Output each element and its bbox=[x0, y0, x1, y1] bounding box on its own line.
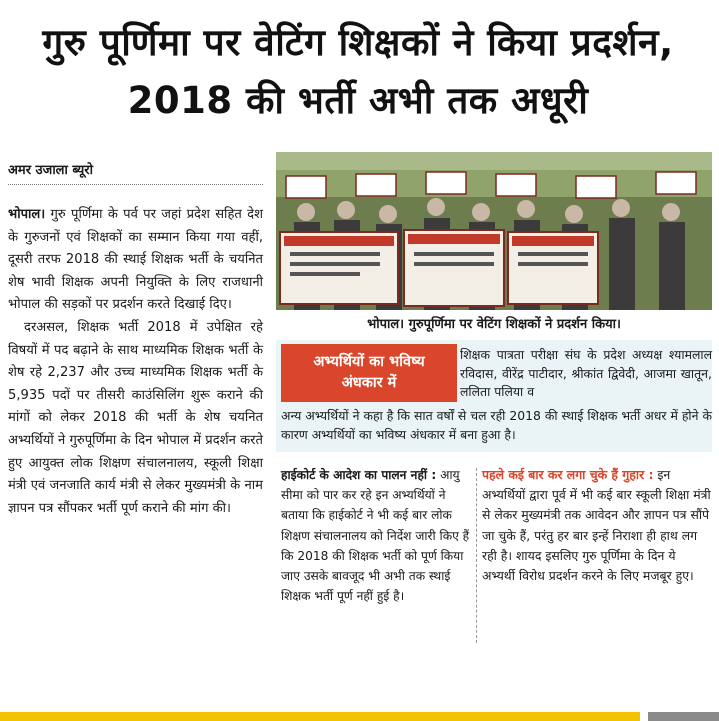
photo-caption: भोपाल। गुरुपूर्णिमा पर वेटिंग शिक्षकों ने प्रदर्शन किया। bbox=[367, 317, 621, 332]
kicker-appeals: पहले कई बार कर लगा चुके हैं गुहार : bbox=[482, 467, 654, 482]
subhead-line-2: अंधकार में bbox=[341, 375, 397, 391]
subhead-text-right: शिक्षक पात्रता परीक्षा संघ के प्रदेश अध्यक्ष श्यामलाल रविदास, वीरेंद्र पाटीदार, श्रीकांत द्विवेदी, आजमा खातून, ललिता पलिया व bbox=[460, 347, 712, 399]
byline: अमर उजाला ब्यूरो bbox=[8, 160, 263, 185]
protest-photo-illustration bbox=[276, 152, 712, 310]
subhead-line-1: अभ्यर्थियों का भविष्य bbox=[313, 354, 425, 370]
subhead-box bbox=[281, 344, 457, 402]
footer-bar-grey bbox=[648, 712, 719, 721]
footer-bar-yellow bbox=[0, 712, 640, 721]
column-3-body: इन अभ्यर्थियों द्वारा पूर्व में भी कई बार स्कूली शिक्षा मंत्री से लेकर मुख्यमंत्री तक आवेदन और ज्ञापन पत्र सौंपे जा चुके हैं, परंतु हर बार इन्हें निराशा ही हाथ लग रही है। शायद इसलिए गुरु पूर्णिमा के दिन ये अभ्यर्थी विरोध प्रदर्शन करने के लिए मजबूर हुए। bbox=[482, 467, 711, 584]
kicker-highcourt: हाईकोर्ट के आदेश का पालन नहीं : bbox=[281, 468, 437, 482]
article-column-2 bbox=[281, 465, 471, 606]
subhead-text-full: अन्य अभ्यर्थियों ने कहा है कि सात वर्षों से चल रही 2018 की स्थाई शिक्षक भर्ती अधर में होने के कारण अभ्यर्थियों का भविष्य अंधकार में बना हुआ है। bbox=[281, 408, 712, 442]
paragraph-2: दरअसल, शिक्षक भर्ती 2018 में उपेक्षित रहे विषयों में पद बढ़ाने के साथ माध्यमिक शिक्षक भर्ती के शेष रहे 2,237 और उच्च माध्यमिक शिक्षक भर्ती के 5,935 पदों पर तीसरी काउंसिलिंग शुरू कराने की मांगों को लेकर 2018 की भर्ती के शेष चयनित अभ्यर्थियों ने गुरुपूर्णिमा के दिन भोपाल में प्रदर्शन करते हुए आयुक्त लोक शिक्षण संचालनालय, स्कूली शिक्षा मंत्री एवं जनजाति कार्य मंत्री से लेकर मुख्यमंत्री के नाम ज्ञापन पत्र सौंपकर भर्ती पूर्ण कराने की मांग की। bbox=[8, 319, 263, 516]
article-column-3 bbox=[482, 465, 712, 586]
paragraph-1-text: गुरु पूर्णिमा के पर्व पर जहां प्रदेश सहित देश के गुरुजनों एवं शिक्षकों का सम्मान किया गया वहीं, दूसरी तरफ 2018 की स्थाई शिक्षक भर्ती के चयनित शेष भावी शिक्षक अपनी नियुक्ति के लिए राजधानी भोपाल की सड़कों पर प्रदर्शन करते दिखाई दिए। bbox=[8, 207, 263, 313]
news-photo bbox=[276, 152, 712, 310]
paragraph-1 bbox=[8, 204, 263, 317]
column-divider bbox=[476, 468, 477, 643]
article-column-1 bbox=[8, 204, 263, 520]
dateline: भोपाल। bbox=[8, 207, 46, 222]
column-2-body: आयु सीमा को पार कर रहे इन अभ्यर्थियों ने बताया कि हाईकोर्ट ने भी कई बार लोक शिक्षण संचालनालय को निर्देश जारी किए हैं कि 2018 की शिक्षक भर्ती को पूर्ण किया जाए उसके बावजूद भी अभी तक स्थाई शिक्षक भर्ती पूर्ण नहीं हुई है। bbox=[281, 468, 470, 604]
headline: गुरु पूर्णिमा पर वेटिंग शिक्षकों ने किया प्रदर्शन, 2018 की भर्ती अभी तक अधूरी bbox=[42, 21, 674, 122]
